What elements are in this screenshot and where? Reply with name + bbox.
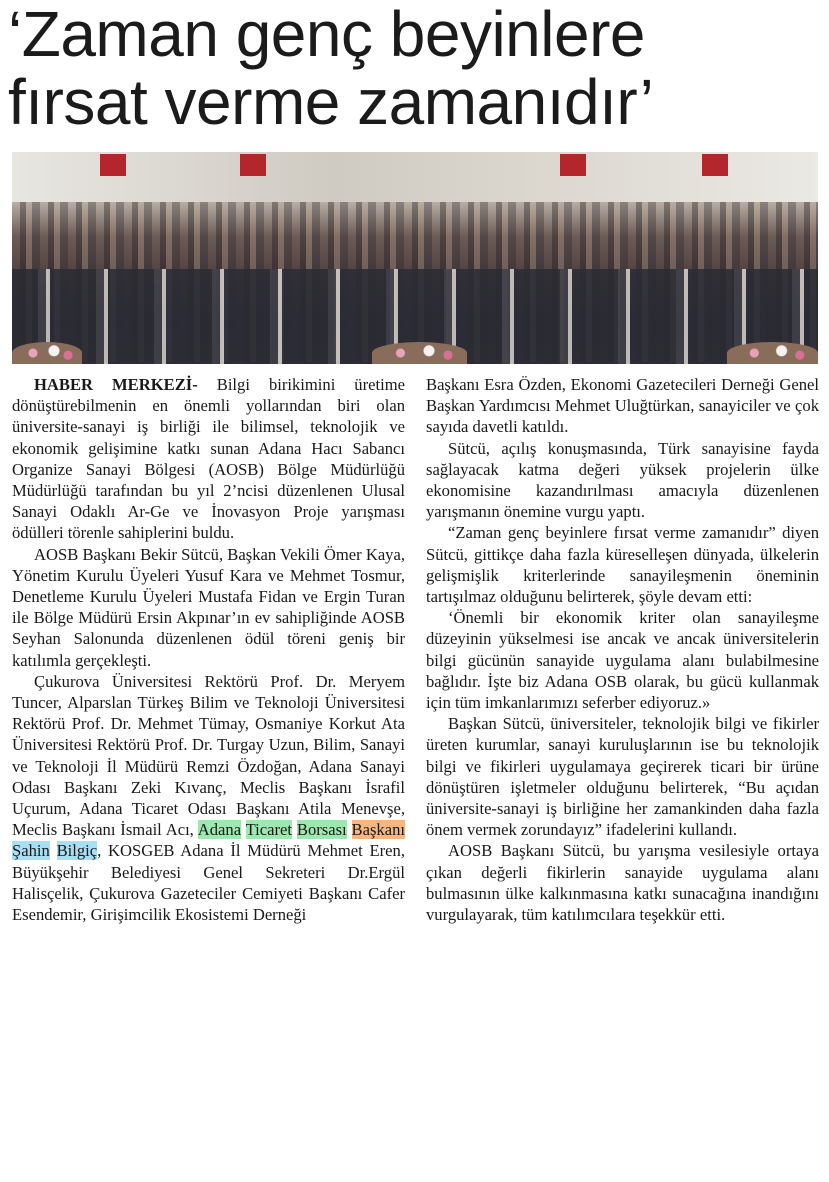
highlight-ticaret: Ticaret	[245, 820, 293, 840]
photo-banner	[560, 154, 586, 176]
headline-line-2: fırsat verme zamanıdır’	[8, 66, 654, 138]
byline: HABER MERKEZİ-	[34, 375, 198, 394]
article-column-left	[12, 374, 405, 925]
article-paragraph: Sütcü, açılış konuşmasında, Türk sanayisine fayda sağlayacak katma değeri yüksek projelerin ülke ekonomisine kazandırılması amacıyla düzenlenen yarışmanın önemine vurgu yaptı.	[426, 438, 819, 522]
article-paragraph: AOSB Başkanı Sütcü, bu yarışma vesilesiyle ortaya çıkan değerli fikirlerin sanayide uygulama alanı bulmasının ülke kalkınmasına katkı sunacağına inandığını vurgulayarak, tüm katılımcılara teşekkür etti.	[426, 841, 819, 925]
article-paragraph: AOSB Başkanı Bekir Sütcü, Başkan Vekili Ömer Kaya, Yönetim Kurulu Üyeleri Yusuf Kara ve Mehmet Tosmur, Denetleme Kurulu Üyeleri Mustafa Fidan ve Ergin Turan ile Bölge Müdürü Ersin Akpınar’ın ev sahipliğinde AOSB Seyhan Salonunda düzenlenen ödül töreni geniş bir katılımla gerçekleşti.	[12, 544, 405, 670]
article-column-right	[426, 374, 819, 925]
article-paragraph: Başkan Sütcü, üniversiteler, teknolojik bilgi ve fikirler üreten kurumlar, sanayi kuruluşlarının ise bu teknolojik bilgi ve fikirleri uygulamaya geçirerek ticari bir ürüne dönüştüren işletmeler olduğunu belirterek, “Bu açıdan üniversite-sanayi iş birliğine her zamankinden daha fazla önem vermek zorundayız” ifadelerini kullandı.	[426, 714, 819, 840]
paragraph-text: , KOSGEB Adana İl Müdürü Mehmet Eren, Büyükşehir Belediyesi Genel Sekreteri Dr.Ergül Halisçelik, Çukurova Gazeteciler Cemiyeti Başkanı Cafer Esendemir, Girişimcilik Ekosistemi Derneği	[12, 841, 405, 925]
photo-flowers	[727, 342, 818, 364]
paragraph-text: Bilgi birikimini üretime dönüştürebilmenin en önemli yollarından biri olan üniversite-sanayi iş birliği ile bilimsel, teknolojik ve ekonomik gelişimine katkı sunan Adana Hacı Sabancı Organize Sanayi Bölgesi (AOSB) Bölge Müdürlüğü Müdürlüğü tarafından bu yıl 2’ncisi düzenlenen Ulusal Sanayi Odaklı Ar-Ge ve İnovasyon Proje yarışması ödülleri törenle sahiplerini buldu.	[12, 375, 405, 543]
photo-banner	[100, 154, 126, 176]
article-paragraph: “Zaman genç beyinlere fırsat verme zamanıdır” diyen Sütcü, gittikçe daha fazla küreselleşen dünyada, ülkelerin gelişmişlik kriterlerinde sanayileşmenin öneminin tartışılmaz olduğunu belirterek, şöyle devam etti:	[426, 523, 819, 607]
paragraph-text: Çukurova Üniversitesi Rektörü Prof. Dr. Meryem Tuncer, Alparslan Türkeş Bilim ve Teknoloji Üniversitesi Rektörü Prof. Dr. Mehmet Tümay, Osmaniye Korkut Ata Üniversitesi Rektörü Prof. Dr. Turgay Uzun, Bilim, Sanayi ve Teknoloji İl Müdürü Remzi Özdoğan, Adana Sanayi Odası Başkanı Zeki Kıvanç, Meclis Başkanı İsrafil Uçurum, Adana Ticaret Odası Başkanı Atila Menevşe, Meclis Başkanı İsmail Acı,	[12, 671, 405, 840]
highlight-baskani: Başkanı	[351, 820, 405, 840]
highlight-bilgic: Bilgiç	[56, 841, 98, 861]
article-paragraph: Başkanı Esra Özden, Ekonomi Gazetecileri Derneği Genel Başkan Yardımcısı Mehmet Uluğtürkan, sanayiciler ve çok sayıda davetli katıldı.	[426, 375, 819, 437]
article-paragraph: ‘Önemli bir ekonomik kriter olan sanayileşme düzeyinin yükselmesi ise ancak ve ancak üniversitelerin bilgi gücünün sanayide uygulama alanı bulabilmesine bağlıdır. İşte biz Adana OSB olarak, bu gücü kullanmak için tüm imkanlarımızı seferber ediyoruz.»	[426, 608, 819, 713]
highlight-borsasi: Borsası	[296, 820, 347, 840]
article-paragraph	[12, 671, 405, 925]
highlight-sahin: Şahin	[12, 841, 50, 861]
photo-banner	[702, 154, 728, 176]
headline-line-1: ‘Zaman genç beyinlere	[8, 0, 645, 70]
photo-flowers	[372, 342, 467, 364]
highlight-adana: Adana	[197, 820, 242, 840]
news-photo	[12, 152, 818, 364]
photo-flowers	[12, 342, 82, 364]
photo-banner	[240, 154, 266, 176]
article-paragraph	[12, 374, 405, 544]
photo-back-wall	[12, 152, 818, 202]
headline	[8, 0, 823, 136]
